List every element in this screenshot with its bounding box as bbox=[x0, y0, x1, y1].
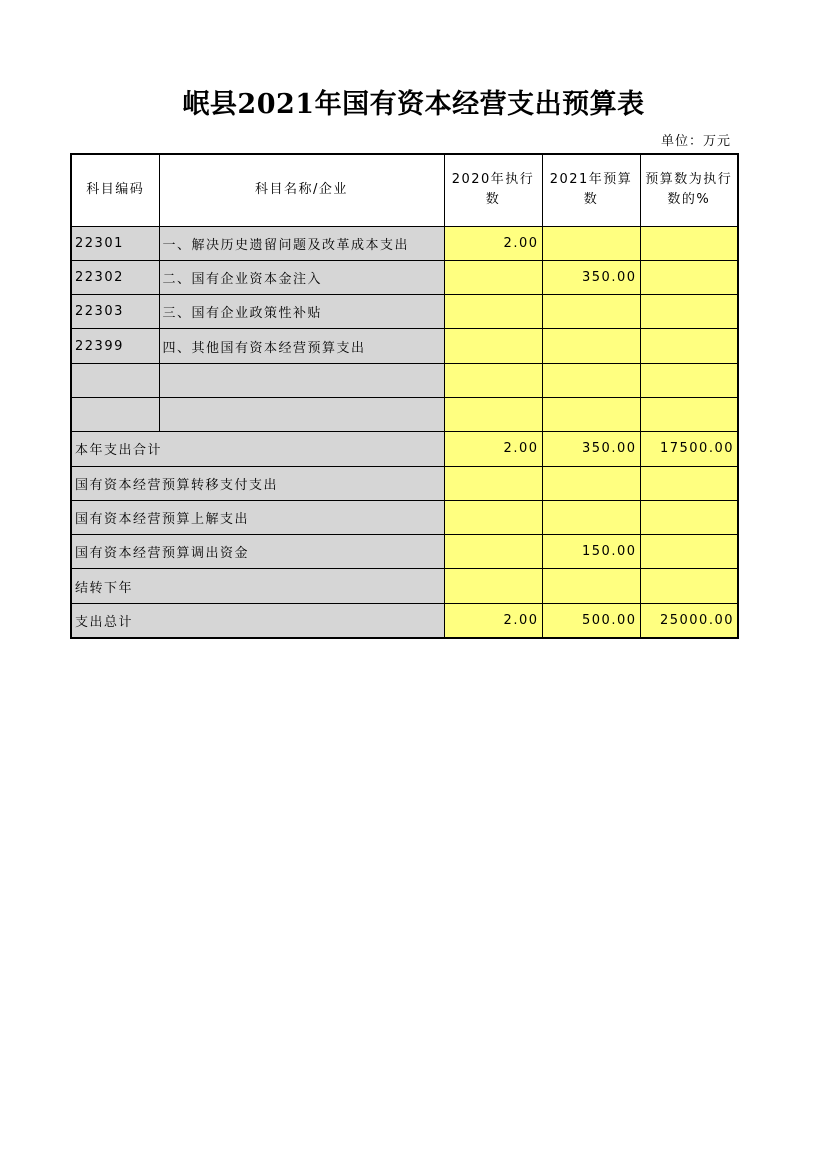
summary-label[interactable]: 国有资本经营预算转移支付支出 bbox=[71, 466, 444, 500]
cell-ratio[interactable]: 25000.00 bbox=[640, 603, 738, 637]
cell-name[interactable]: 一、解决历史遗留问题及改革成本支出 bbox=[159, 226, 444, 260]
cell-name[interactable]: 四、其他国有资本经营预算支出 bbox=[159, 329, 444, 363]
cell-name[interactable]: 二、国有企业资本金注入 bbox=[159, 260, 444, 294]
table-row bbox=[71, 295, 738, 329]
cell-budget-2021[interactable] bbox=[542, 226, 640, 260]
header-budget-2021: 2021年预算数 bbox=[542, 154, 640, 226]
summary-row bbox=[71, 466, 738, 500]
cell-ratio[interactable] bbox=[640, 226, 738, 260]
cell-ratio[interactable] bbox=[640, 363, 738, 397]
cell-ratio[interactable] bbox=[640, 569, 738, 603]
header-exec-2020: 2020年执行数 bbox=[444, 154, 542, 226]
summary-label[interactable]: 国有资本经营预算上解支出 bbox=[71, 500, 444, 534]
cell-budget-2021[interactable] bbox=[542, 397, 640, 431]
cell-code[interactable] bbox=[71, 363, 159, 397]
table-row bbox=[71, 363, 738, 397]
cell-exec-2020[interactable] bbox=[444, 535, 542, 569]
cell-budget-2021[interactable] bbox=[542, 466, 640, 500]
summary-label[interactable]: 结转下年 bbox=[71, 569, 444, 603]
cell-exec-2020[interactable] bbox=[444, 466, 542, 500]
summary-row bbox=[71, 569, 738, 603]
cell-exec-2020[interactable] bbox=[444, 397, 542, 431]
cell-exec-2020[interactable]: 2.00 bbox=[444, 603, 542, 637]
cell-budget-2021[interactable] bbox=[542, 329, 640, 363]
cell-budget-2021[interactable] bbox=[542, 295, 640, 329]
cell-exec-2020[interactable]: 2.00 bbox=[444, 432, 542, 466]
cell-ratio[interactable] bbox=[640, 535, 738, 569]
summary-label[interactable]: 本年支出合计 bbox=[71, 432, 444, 466]
cell-exec-2020[interactable] bbox=[444, 295, 542, 329]
cell-ratio[interactable] bbox=[640, 397, 738, 431]
cell-exec-2020[interactable] bbox=[444, 260, 542, 294]
cell-name[interactable] bbox=[159, 363, 444, 397]
cell-name[interactable] bbox=[159, 397, 444, 431]
summary-label[interactable]: 国有资本经营预算调出资金 bbox=[71, 535, 444, 569]
total-label[interactable]: 支出总计 bbox=[71, 603, 444, 637]
cell-code[interactable]: 22301 bbox=[71, 226, 159, 260]
total-row bbox=[71, 603, 738, 637]
summary-row bbox=[71, 535, 738, 569]
cell-code[interactable] bbox=[71, 397, 159, 431]
cell-budget-2021[interactable] bbox=[542, 569, 640, 603]
cell-name[interactable]: 三、国有企业政策性补贴 bbox=[159, 295, 444, 329]
cell-code[interactable]: 22399 bbox=[71, 329, 159, 363]
cell-budget-2021[interactable] bbox=[542, 500, 640, 534]
cell-ratio[interactable] bbox=[640, 466, 738, 500]
cell-budget-2021[interactable]: 500.00 bbox=[542, 603, 640, 637]
cell-code[interactable]: 22303 bbox=[71, 295, 159, 329]
header-code: 科目编码 bbox=[71, 154, 159, 226]
table-header-row bbox=[71, 154, 738, 226]
table-row bbox=[71, 260, 738, 294]
page-title: 岷县2021年国有资本经营支出预算表 bbox=[182, 89, 645, 120]
summary-row bbox=[71, 432, 738, 466]
cell-exec-2020[interactable] bbox=[444, 329, 542, 363]
unit-label: 单位：万元 bbox=[660, 134, 731, 149]
table-row bbox=[71, 329, 738, 363]
cell-budget-2021[interactable] bbox=[542, 363, 640, 397]
cell-ratio[interactable] bbox=[640, 260, 738, 294]
cell-ratio[interactable]: 17500.00 bbox=[640, 432, 738, 466]
cell-budget-2021[interactable]: 350.00 bbox=[542, 432, 640, 466]
budget-table bbox=[70, 153, 739, 639]
cell-ratio[interactable] bbox=[640, 500, 738, 534]
header-name: 科目名称/企业 bbox=[159, 154, 444, 226]
cell-ratio[interactable] bbox=[640, 329, 738, 363]
cell-code[interactable]: 22302 bbox=[71, 260, 159, 294]
summary-row bbox=[71, 500, 738, 534]
table-row bbox=[71, 226, 738, 260]
cell-exec-2020[interactable]: 2.00 bbox=[444, 226, 542, 260]
table-row bbox=[71, 397, 738, 431]
header-ratio: 预算数为执行数的% bbox=[640, 154, 738, 226]
cell-exec-2020[interactable] bbox=[444, 569, 542, 603]
cell-budget-2021[interactable]: 350.00 bbox=[542, 260, 640, 294]
cell-ratio[interactable] bbox=[640, 295, 738, 329]
cell-exec-2020[interactable] bbox=[444, 500, 542, 534]
cell-exec-2020[interactable] bbox=[444, 363, 542, 397]
cell-budget-2021[interactable]: 150.00 bbox=[542, 535, 640, 569]
